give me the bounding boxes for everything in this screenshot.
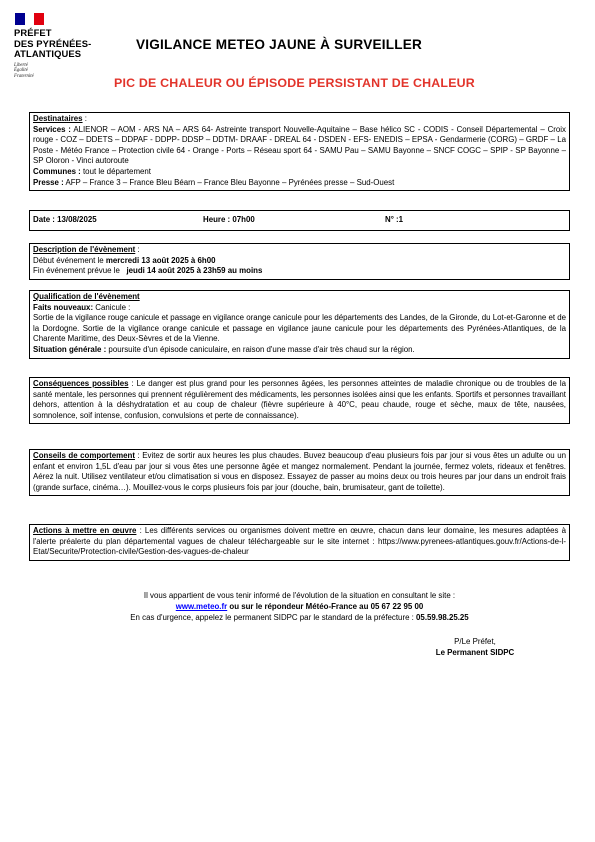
conseils-text: : Evitez de sortir aux heures les plus chaudes. Buvez beaucoup d'eau plusieurs fois par jour si vous êtes un adulte ou un enfant et environ 1,5L d'eau par jour si vous êtes une personne âgée et mangez normalement. Pendant la journée, fermez volets, rideaux et fenêtres. Aérez la nuit. Utilisez ventilateur et/ou climatisation si vous en disposez. Essayez de passer au moins deux ou trois heures par jour dans un endroit frais (grande surface, cinéma…). Mouillez-vous le corps plusieurs fois par jour (douche, bain, brumisateur, gant de toilette).	[33, 451, 566, 492]
date-section	[29, 210, 570, 231]
logo-title: PRÉFET DES PYRÉNÉES- ATLANTIQUES	[14, 27, 92, 59]
time-field: Heure : 07h00	[203, 215, 255, 224]
qualification-section: Qualification de l'évènement Faits nouveaux: Canicule : Sortie de la vigilance rouge canicule et passage en vigilance orange canicule pour les départements des Landes, de la Gironde, du Lot-et-Garonne et de la Dordogne. Sortie de la vigilance orange canicule et passage en vigilance jaune canicule pour les départements des Pyrénées-Atlantiques, de la Charente Maritime, des Deux-Sèvres et de la Vienne. Situation générale : poursuite d'un épisode caniculaire, en raison d'une masse d'air très chaud sur la région.	[29, 290, 570, 359]
signature	[400, 636, 550, 658]
footer-phone-meteo: ou sur le répondeur Météo-France au 05 67 22 95 00	[227, 602, 424, 611]
communes-label: Communes :	[33, 166, 81, 176]
footer-line-1: Il vous appartient de vous tenir informé de l'évolution de la situation en consultant le site :	[143, 591, 456, 600]
consequences-heading: Conséquences possibles	[33, 379, 129, 388]
situation-text: poursuite d'un épisode caniculaire, en raison d'une masse d'air très chaud sur la région.	[106, 344, 415, 354]
french-flag-icon	[15, 13, 44, 25]
date-field: Date : 13/08/2025	[33, 215, 97, 224]
event-start: mercredi 13 août 2025 à 6h00	[105, 255, 216, 265]
prefecture-logo	[14, 13, 104, 79]
consequences-section	[29, 377, 570, 424]
qualification-heading: Qualification de l'évènement	[33, 292, 140, 301]
faits-label: Faits nouveaux:	[33, 302, 94, 312]
actions-heading: Actions à mettre en œuvre	[33, 526, 137, 535]
faits-text: Sortie de la vigilance rouge canicule et passage en vigilance orange canicule pour les départements des Landes, de la Gironde, du Lot-et-Garonne et de la Dordogne. Sortie de la vigilance orange canicule et passage en vigilance jaune canicule pour les départements des Pyrénées-Atlantiques, de la Charente Maritime, des Deux-Sèvres et de la Vienne.	[33, 313, 566, 344]
actions-section	[29, 524, 570, 561]
event-heading: Description de l'évènement	[33, 245, 136, 254]
signature-line-2: Le Permanent SIDPC	[435, 648, 515, 657]
conseils-section	[29, 449, 570, 496]
services-label: Services :	[33, 124, 71, 134]
page-subtitle: PIC DE CHALEUR OU ÉPISODE PERSISTANT DE CHALEUR	[114, 76, 475, 90]
situation-label: Situation générale :	[33, 344, 107, 354]
presse-label: Presse :	[33, 177, 64, 187]
number-field: N° :1	[385, 215, 404, 224]
meteo-link[interactable]: www.meteo.fr	[175, 602, 228, 611]
logo-motto: Liberté Égalité Fraternité	[14, 62, 34, 79]
footer: Il vous appartient de vous tenir informé de l'évolution de la situation en consultant le site : www.meteo.fr ou sur le répondeur Météo-France au 05 67 22 95 00 En cas d'urgence, appelez le permanent SIDPC par le standard de la préfecture : 05.59.98.25.25	[29, 590, 570, 623]
event-end: jeudi 14 août 2025 à 23h59 au moins	[126, 266, 263, 276]
consequences-text: : Le danger est plus grand pour les personnes âgées, les personnes atteintes de maladie chronique ou de troubles de la santé mentale, les personnes qui prennent régulièrement des médicaments, les personnes isolées ainsi que les enfants. Sportifs et personnes travaillant dehors, attention à la déshydratation et au coup de chaleur (fièvre supérieure à 40°C, peau chaude, rouge et sèche, maux de tête, nausées, somnolence, soif intense, confusion, convulsions et perte de connaissance).	[33, 379, 566, 420]
sidpc-phone: 05.59.98.25.25	[416, 613, 469, 622]
destinataires-heading: Destinataires	[33, 114, 83, 123]
event-description-section: Description de l'évènement : Début événement le mercredi 13 août 2025 à 6h00 Fin événement prévue le jeudi 14 août 2025 à 23h59 au moins	[29, 243, 570, 280]
page-title: VIGILANCE METEO JAUNE À SURVEILLER	[136, 37, 423, 52]
services-text: ALIENOR – AOM - ARS NA – ARS 64- Astreinte transport Nouvelle-Aquitaine – Base hélico SC - CODIS - Conseil Départemental – Croix rouge - COZ – DDETS – DDPAF - DDPP- DDSP – DDTM- DRAAF - DREAL 64 - DSDEN - EFS- ENEDIS – EPSA - Gendarmerie (CORG) – GRDF – La Poste - Météo France – Protection civile 64 - Orange - Ports – Réseau sport 64 - SAMU Pau – SAMU Bayonne – SNCF COGC – SPIP - SP Bayonne – SP Oloron - Vinci autoroute	[33, 124, 566, 166]
presse-text: AFP – France 3 – France Bleu Béarn – France Bleu Bayonne – Pyrénées presse – Sud-Ouest	[63, 177, 395, 187]
signature-line-1: P/Le Préfet,	[454, 637, 496, 646]
conseils-heading: Conseils de comportement	[33, 451, 135, 460]
actions-text: : Les différents services ou organismes doivent mettre en œuvre, chacun dans leur domaine, les mesures adaptées à l'alerte préalerte du plan départemental vagues de chaleur téléchargeable sur le site internet : https://www.pyrenees-atlantiques.gouv.fr/Actions-de-l-Etat/Securite/Protection-civile/Gestion-des-vagues-de-chaleur	[33, 526, 566, 557]
communes-text: tout le département	[80, 166, 151, 176]
destinataires-section: Destinataires : Services : ALIENOR – AOM - ARS NA – ARS 64- Astreinte transport Nouvelle-Aquitaine – Base hélico SC - CODIS - Conseil Départemental – Croix rouge - COZ – DDETS – DDPAF - DDPP- DDSP – DDTM- DRAAF - DREAL 64 - DSDEN - EFS- ENEDIS – EPSA - Gendarmerie (CORG) – GRDF – La Poste - Météo France – Protection civile 64 - Orange - Ports – Réseau sport 64 - SAMU Pau – SAMU Bayonne – SNCF COGC – SPIP - SP Bayonne – SP Oloron - Vinci autoroute Communes : tout le département Presse : AFP – France 3 – France Bleu Béarn – France Bleu Bayonne – Pyrénées presse – Sud-Ouest	[29, 112, 570, 191]
